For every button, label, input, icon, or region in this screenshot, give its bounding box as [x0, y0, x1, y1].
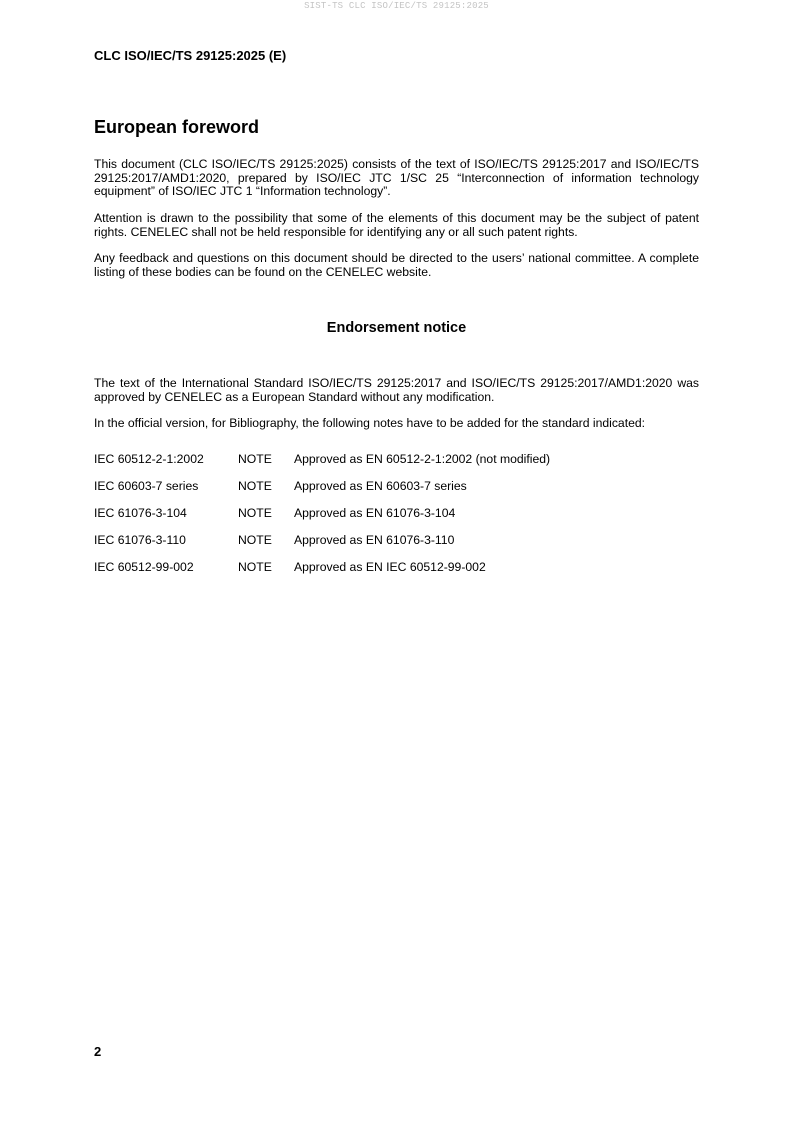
page-number: 2 [94, 1044, 102, 1059]
note-row [94, 479, 699, 493]
note-text: Approved as EN 61076-3-104 [294, 506, 456, 521]
document-id-header: CLC ISO/IEC/TS 29125:2025 (E) [94, 48, 287, 63]
note-reference: IEC 61076-3-110 [94, 533, 186, 548]
foreword-paragraph: Attention is drawn to the possibility that some of the elements of this document may be the subject of patent rights. CENELEC shall not be held responsible for identifying any or all such patent rights. [94, 210, 699, 239]
endorsement-title: Endorsement notice [326, 320, 467, 337]
note-reference: IEC 60603-7 series [94, 479, 199, 494]
note-row [94, 506, 699, 520]
note-text: Approved as EN 60512-2-1:2002 (not modified) [294, 452, 551, 467]
note-reference: IEC 60512-2-1:2002 [94, 452, 204, 467]
note-reference: IEC 61076-3-104 [94, 506, 187, 521]
note-label: NOTE [238, 533, 272, 548]
watermark: SIST-TS CLC ISO/IEC/TS 29125:2025 [304, 1, 489, 11]
note-row [94, 560, 699, 574]
note-row [94, 452, 699, 466]
foreword-paragraph: This document (CLC ISO/IEC/TS 29125:2025) consists of the text of ISO/IEC/TS 29125:2017 and ISO/IEC/TS 29125:2017/AMD1:2020, prepared by ISO/IEC JTC 1/SC 25 “Interconnection of information technology equipment” of ISO/IEC JTC 1 “Information technology”. [94, 157, 699, 199]
note-label: NOTE [238, 560, 272, 575]
note-reference: IEC 60512-99-002 [94, 560, 194, 575]
endorsement-paragraph: In the official version, for Bibliography, the following notes have to be added for the standard indicated: [94, 416, 646, 431]
note-label: NOTE [238, 452, 272, 467]
note-text: Approved as EN 61076-3-110 [294, 533, 455, 548]
note-label: NOTE [238, 479, 272, 494]
note-label: NOTE [238, 506, 272, 521]
foreword-title: European foreword [94, 117, 260, 137]
note-row [94, 533, 699, 547]
foreword-paragraph: Any feedback and questions on this document should be directed to the users’ national committee. A complete listing of these bodies can be found on the CENELEC website. [94, 250, 699, 279]
note-text: Approved as EN IEC 60512-99-002 [294, 560, 486, 575]
endorsement-paragraph: The text of the International Standard ISO/IEC/TS 29125:2017 and ISO/IEC/TS 29125:2017/AMD1:2020 was approved by CENELEC as a European Standard without any modification. [94, 376, 699, 404]
note-text: Approved as EN 60603-7 series [294, 479, 467, 494]
bibliography-notes [94, 452, 699, 574]
page-body [94, 116, 699, 587]
